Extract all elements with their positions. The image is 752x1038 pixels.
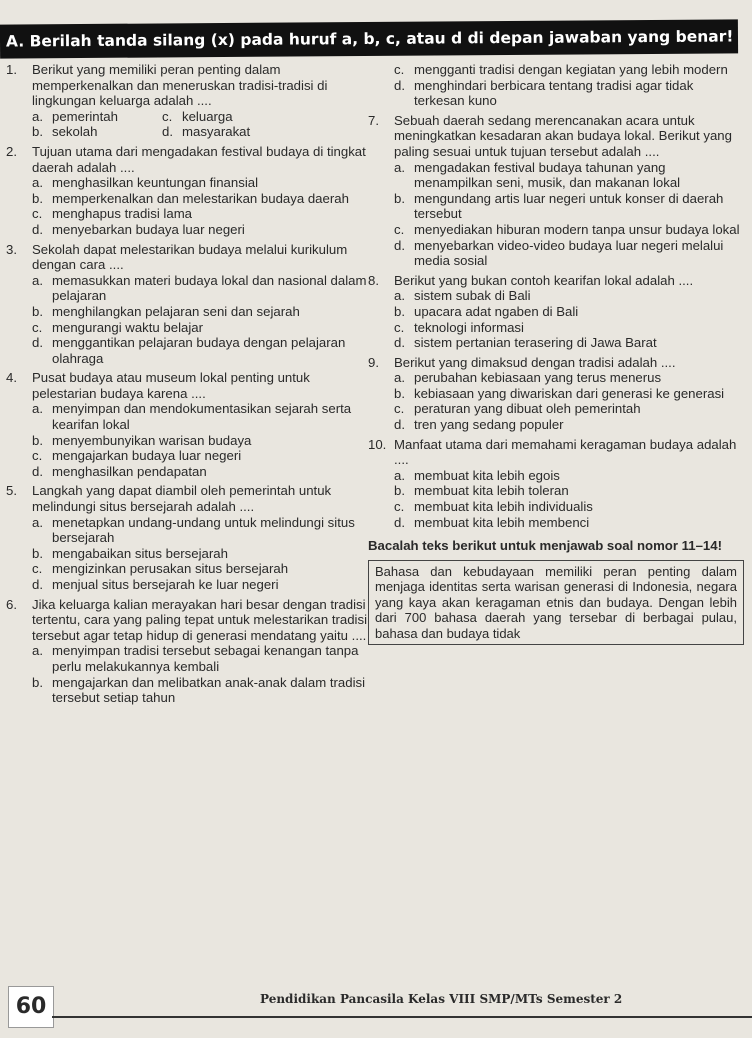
option-letter: b. [32,674,43,690]
option-text: mengadakan festival budaya tahunan yang menampilkan seni, musik, dan makanan lokal [414,159,681,191]
option-text: menjual situs bersejarah ke luar negeri [52,577,279,592]
option-text: peraturan yang dibuat oleh pemerintah [414,401,641,417]
option-text: mengabaikan situs bersejarah [52,545,228,561]
right-column [368,62,744,645]
answer-option [368,335,744,351]
option-text: menghapus tradisi lama [52,206,193,222]
answer-option [6,464,368,480]
question-text: Manfaat utama dari memahami keragaman budaya adalah .... [394,436,737,468]
option-letter: a. [32,514,43,530]
section-header: A. Berilah tanda silang (x) pada huruf a, b, c, atau d di depan jawaban yang benar! [0,19,738,58]
option-letter: b. [394,483,405,499]
answer-option [368,468,744,484]
question-item [368,113,744,269]
option-text: memasukkan materi budaya lokal dan nasional dalam pelajaran [52,272,367,304]
question-number: 7. [368,112,379,128]
question-text: Jika keluarga kalian merayakan hari besar dengan tradisi tertentu, cara yang paling tepat untuk melestarikan tradisi tersebut agar tetap hidup di generasi mendatang yaitu .... [32,596,368,643]
answer-option [368,78,744,109]
option-text: masyarakat [182,124,251,140]
option-letter: d. [394,237,405,253]
option-letter: a. [32,108,43,124]
option-text: mengganti tradisi dengan kegiatan yang lebih modern [414,62,728,77]
question-text: Sekolah dapat melestarikan budaya melalui kurikulum dengan cara .... [32,241,348,273]
question-item [368,355,744,433]
option-letter: c. [394,401,405,417]
option-letter: c. [32,561,43,577]
question-number: 10. [368,436,387,452]
answer-option [6,206,368,222]
option-text: kebiasaan yang diwariskan dari generasi ke generasi [414,385,725,401]
option-text: sistem pertanian terasering di Jawa Barat [414,335,657,351]
option-text: mengurangi waktu belajar [52,319,204,335]
option-letter: c. [32,206,43,222]
question-stem [6,242,368,273]
option-letter: c. [32,319,43,335]
answer-option [368,238,744,269]
answer-option [6,448,368,464]
option-text: sistem subak di Bali [414,288,531,304]
option-text: tren yang sedang populer [414,417,564,433]
answer-option [368,160,744,191]
question-item [6,483,368,592]
question-number: 2. [6,143,17,159]
question-number: 3. [6,241,17,257]
option-text: upacara adat ngaben di Bali [414,303,579,319]
option-text: membuat kita lebih toleran [414,483,569,499]
option-letter: a. [394,467,405,483]
question-item [6,370,368,479]
question-text: Berikut yang bukan contoh kearifan lokal adalah .... [394,272,694,288]
option-text: sekolah [52,124,98,140]
option-letter: b. [394,385,405,401]
question-stem [368,437,744,468]
question-item [6,597,368,706]
question-number: 5. [6,483,17,499]
option-text: mengajarkan dan melibatkan anak-anak dalam tradisi tersebut setiap tahun [52,674,366,706]
option-text: pemerintah [52,108,118,124]
answer-option [368,320,744,336]
option-letter: d. [394,335,405,351]
question-number: 4. [6,370,17,386]
question-text: Langkah yang dapat diambil oleh pemerintah untuk melindungi situs bersejarah adalah .... [32,483,332,515]
answer-option [6,273,368,304]
option-letter: d. [32,577,43,592]
option-text: menyimpan dan mendokumentasikan sejarah serta kearifan lokal [52,401,352,433]
answer-option [368,483,744,499]
question-stem [6,62,368,109]
option-letter: d. [32,335,43,351]
essay-instruction: Bacalah teks berikut untuk menjawab soal nomor 11–14! [368,538,722,554]
option-text: menggantikan pelajaran budaya dengan pelajaran olahraga [52,335,346,366]
option-letter: a. [32,401,43,417]
answer-option [368,515,744,531]
book-title: Pendidikan Pancasila Kelas VIII SMP/MTs Semester 2 [260,992,623,1006]
answer-option [368,401,744,417]
option-text: membuat kita lebih membenci [414,514,590,530]
option-text: membuat kita lebih egois [414,467,560,483]
question-item [6,242,368,367]
answer-option [32,109,162,125]
question-stem [6,597,368,644]
option-letter: c. [394,499,405,515]
answer-option [6,222,368,238]
option-text: mengundang artis luar negeri untuk konser di daerah tersebut [414,190,724,222]
option-letter: c. [394,319,405,335]
spacer [6,706,368,710]
option-letter: c. [394,221,405,237]
option-letter: b. [32,545,43,561]
answer-option [6,335,368,366]
option-text: menghasilkan keuntungan finansial [52,175,259,191]
option-text: menghilangkan pelajaran seni dan sejarah [52,303,300,319]
option-letter: a. [394,370,405,386]
answer-option [368,191,744,222]
option-letter: b. [32,124,43,140]
option-text: keluarga [182,108,233,124]
answer-option [368,62,744,78]
answer-option [368,222,744,238]
question-text: Sebuah daerah sedang merencanakan acara untuk meningkatkan kesadaran akan budaya lokal. Berikut yang paling sesuai untuk tujuan tersebut adalah .... [394,112,732,159]
spacer [368,530,744,534]
option-text: menyembunyikan warisan budaya [52,432,252,448]
option-text: menghindari berbicara tentang tradisi agar tidak terkesan kuno [414,77,694,109]
answer-option [6,561,368,577]
answer-option [6,433,368,449]
question-number: 6. [6,596,17,612]
question-item [368,273,744,351]
option-letter: d. [32,463,43,479]
option-text: mengajarkan budaya luar negeri [52,448,242,464]
question-stem [6,144,368,175]
option-letter: d. [32,221,43,237]
option-letter: b. [394,190,405,206]
question-number: 1. [6,62,17,77]
option-letter: a. [32,175,43,191]
option-letter: a. [394,288,405,304]
option-letter: b. [32,303,43,319]
option-letter: a. [394,159,405,175]
question-text: Tujuan utama dari mengadakan festival budaya di tingkat daerah adalah .... [32,143,366,175]
answer-option [6,643,368,674]
answer-option [32,124,162,140]
question-item [6,62,368,140]
reading-passage: Bahasa dan kebudayaan memiliki peran penting dalam menjaga identitas serta warisan generasi di Indonesia, negara yang kaya akan keragaman etnis dan budaya. Dengan lebih dari 700 bahasa daerah yang tersebar di berbagai pulau, bahasa dan budaya tidak [368,560,744,646]
answer-option [6,577,368,593]
answer-option [6,304,368,320]
answer-option [6,546,368,562]
answer-option [6,175,368,191]
option-letter: b. [394,303,405,319]
option-letter: c. [162,108,173,124]
answer-option [368,370,744,386]
option-letter: d. [394,77,405,93]
left-column [6,62,368,710]
question-number: 9. [368,354,379,370]
option-letter: d. [162,124,173,140]
answer-option [368,499,744,515]
option-letter: d. [394,514,405,530]
option-text: menetapkan undang-undang untuk melindungi situs bersejarah [52,514,355,546]
question-stem [368,355,744,371]
option-text: menghasilkan pendapatan [52,463,207,479]
option-text: membuat kita lebih individualis [414,499,593,515]
option-text: menyebarkan budaya luar negeri [52,221,245,237]
option-grid [6,109,368,140]
question-text: Pusat budaya atau museum lokal penting untuk pelestarian budaya karena .... [32,370,310,401]
question-stem [6,370,368,401]
option-text: mengizinkan perusakan situs bersejarah [52,561,289,577]
answer-option [368,417,744,433]
option-letter: a. [32,643,43,659]
option-text: memperkenalkan dan melestarikan budaya daerah [52,190,349,206]
option-text: menyediakan hiburan modern tanpa unsur budaya lokal [414,221,740,237]
answer-option [6,191,368,207]
answer-option [6,675,368,706]
answer-option [162,124,368,140]
option-letter: d. [394,417,405,433]
option-letter: c. [394,62,405,77]
option-letter: b. [32,190,43,206]
answer-option [368,288,744,304]
question-stem [6,483,368,514]
answer-option [162,109,368,125]
footer-rule [52,1016,752,1018]
answer-option [6,401,368,432]
question-item [368,437,744,531]
option-letter: c. [32,448,43,464]
question-text: Berikut yang dimaksud dengan tradisi adalah .... [394,354,676,370]
option-text: perubahan kebiasaan yang terus menerus [414,370,662,386]
page-number: 60 [8,986,54,1028]
question-stem [368,113,744,160]
answer-option [6,515,368,546]
option-letter: b. [32,432,43,448]
option-letter: a. [32,272,43,288]
option-text: teknologi informasi [414,319,524,335]
option-text: menyimpan tradisi tersebut sebagai kenangan tanpa perlu melakukannya kembali [52,643,359,674]
answer-option [368,386,744,402]
question-stem [368,273,744,289]
question-item [368,62,744,109]
answer-option [6,320,368,336]
question-number: 8. [368,272,379,288]
question-text: Berikut yang memiliki peran penting dalam memperkenalkan dan meneruskan tradisi-tradisi di lingkungan keluarga adalah .... [32,62,328,109]
question-item [6,144,368,238]
answer-option [368,304,744,320]
option-text: menyebarkan video-video budaya luar negeri melalui media sosial [414,237,724,269]
